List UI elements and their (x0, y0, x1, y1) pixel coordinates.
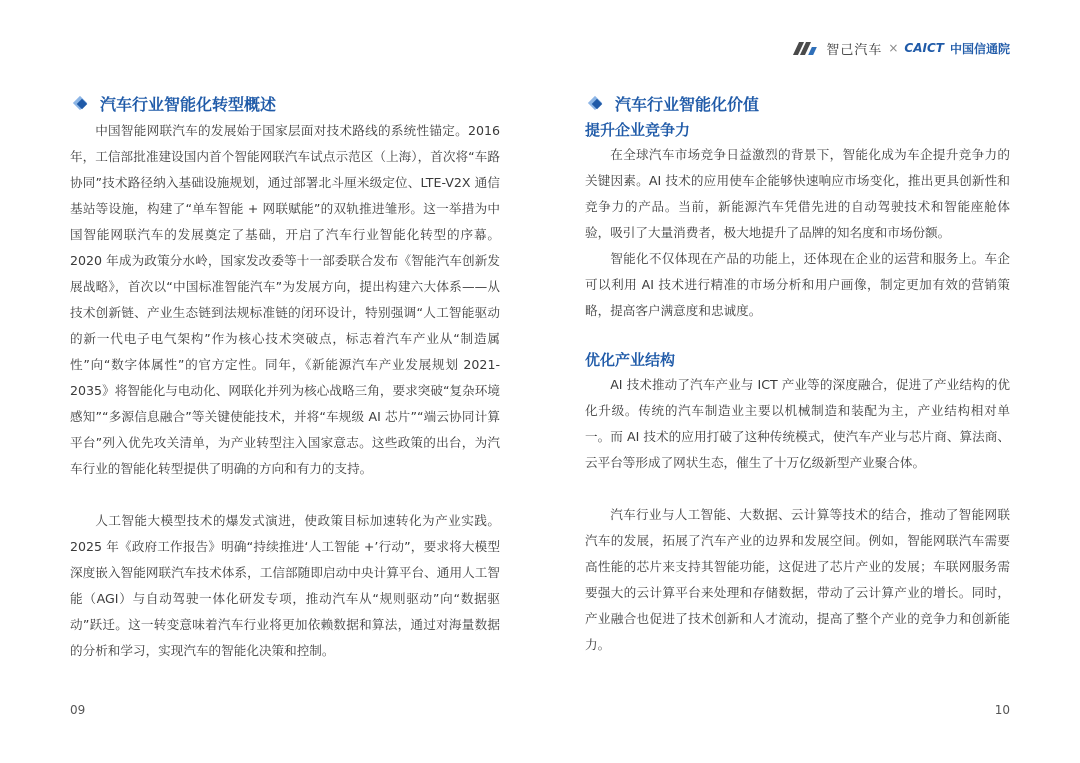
right-sub1-paragraph-2: 智能化不仅体现在产品的功能上，还体现在企业的运营和服务上。车企可以利用 AI 技术进行精准的市场分析和用户画像，制定更加有效的营销策略，提高客户满意度和忠诚度。 (585, 251, 1010, 318)
header-logos (794, 38, 1010, 58)
subsection-title-industry-structure: 优化产业结构 (585, 351, 676, 369)
left-paragraph-2: 人工智能大模型技术的爆发式演进，使政策目标加速转化为产业实践。2025 年《政府工作报告》明确“持续推进‘人工智能 +’行动”，要求将大模型深度嵌入智能网联汽车技术体系，工信部随即启动中央计算平台、通用人工智能（AGI）与自动驾驶一体化研发专项，推动汽车从“规则驱动”向“数据驱动”跃迁。这一转变意味着汽车行业将更加依赖数据和算法，通过对海量数据的分析和学习，实现汽车的智能化决策和控制。 (70, 513, 500, 658)
left-section-heading (70, 92, 500, 114)
right-page (585, 92, 1010, 658)
left-page (70, 92, 500, 664)
right-section-heading (585, 92, 1010, 114)
page-number-right: 10 (994, 703, 1010, 717)
caict-cn-text: 中国信通院 (949, 41, 1010, 56)
right-sub1-paragraph-1: 在全球汽车市场竞争日益激烈的背景下，智能化成为车企提升竞争力的关键因素。AI 技术的应用使车企能够快速响应市场变化，推出更具创新性和竞争力的产品。当前，新能源汽车凭借先进的自动驾驶技术和智能座舱体验，吸引了大量消费者，极大地提升了品牌的知名度和市场份额。 (585, 147, 1010, 240)
brand-separator: × (888, 41, 899, 55)
brand-a-text: 智己汽车 (826, 42, 883, 58)
diamond-bullet-icon (585, 96, 607, 110)
left-section-title: 汽车行业智能化转型概述 (100, 94, 277, 114)
diamond-bullet-icon (70, 96, 92, 110)
right-section-title: 汽车行业智能化价值 (615, 94, 760, 114)
right-sub2-paragraph-2: 汽车行业与人工智能、大数据、云计算等技术的结合，推动了智能网联汽车的发展，拓展了汽车产业的边界和发展空间。例如，智能网联汽车需要高性能的芯片来支持其智能功能，这促进了芯片产业的发展；车联网服务需要强大的云计算平台来处理和存储数据，带动了云计算产业的增长。同时，产业融合也促进了技术创新和人才流动，提高了整个产业的竞争力和创新能力。 (585, 507, 1010, 652)
subsection-title-competitiveness: 提升企业竞争力 (585, 121, 691, 139)
right-sub2-paragraph-1: AI 技术推动了汽车产业与 ICT 产业等的深度融合，促进了产业结构的优化升级。传统的汽车制造业主要以机械制造和装配为主，产业结构相对单一。而 AI 技术的应用打破了这种传统模式，使汽车产业与芯片商、算法商、云平台等形成了网状生态，催生了十万亿级新型产业聚合体。 (585, 377, 1010, 470)
im-motors-logo-icon (794, 41, 820, 55)
left-paragraph-1: 中国智能网联汽车的发展始于国家层面对技术路线的系统性锚定。2016年，工信部批准建设国内首个智能网联汽车试点示范区（上海），首次将“车路协同”技术路径纳入基础设施规划，通过部署北斗厘米级定位、LTE-V2X 通信基站等设施，构建了“单车智能 + 网联赋能”的双轨推进雏形。这一举措为中国智能网联汽车的发展奠定了基础，开启了汽车行业智能化转型的序幕。2020 年成为政策分水岭，国家发改委等十一部委联合发布《智能汽车创新发展战略》，首次以“中国标准智能汽车”为发展方向，提出构建六大体系——从技术创新链、产业生态链到法规标准链的闭环设计，特别强调“人工智能驱动的新一代电子电气架构”作为核心技术突破点，标志着汽车产业从“制造属性”向“数字体属性”的官方定性。同年，《新能源汽车产业发展规划 2021-2035》将智能化与电动化、网联化并列为核心战略三角，要求突破“复杂环境感知”“多源信息融合”等关键使能技术，并将“车规级 AI 芯片”“端云协同计算平台”列入优先攻关清单，为产业转型注入国家意志。这些政策的出台，为汽车行业的智能化转型提供了明确的方向和有力的支持。 (70, 123, 500, 476)
page-number-left: 09 (70, 703, 86, 717)
caict-logo-text: CAICT (904, 41, 944, 55)
